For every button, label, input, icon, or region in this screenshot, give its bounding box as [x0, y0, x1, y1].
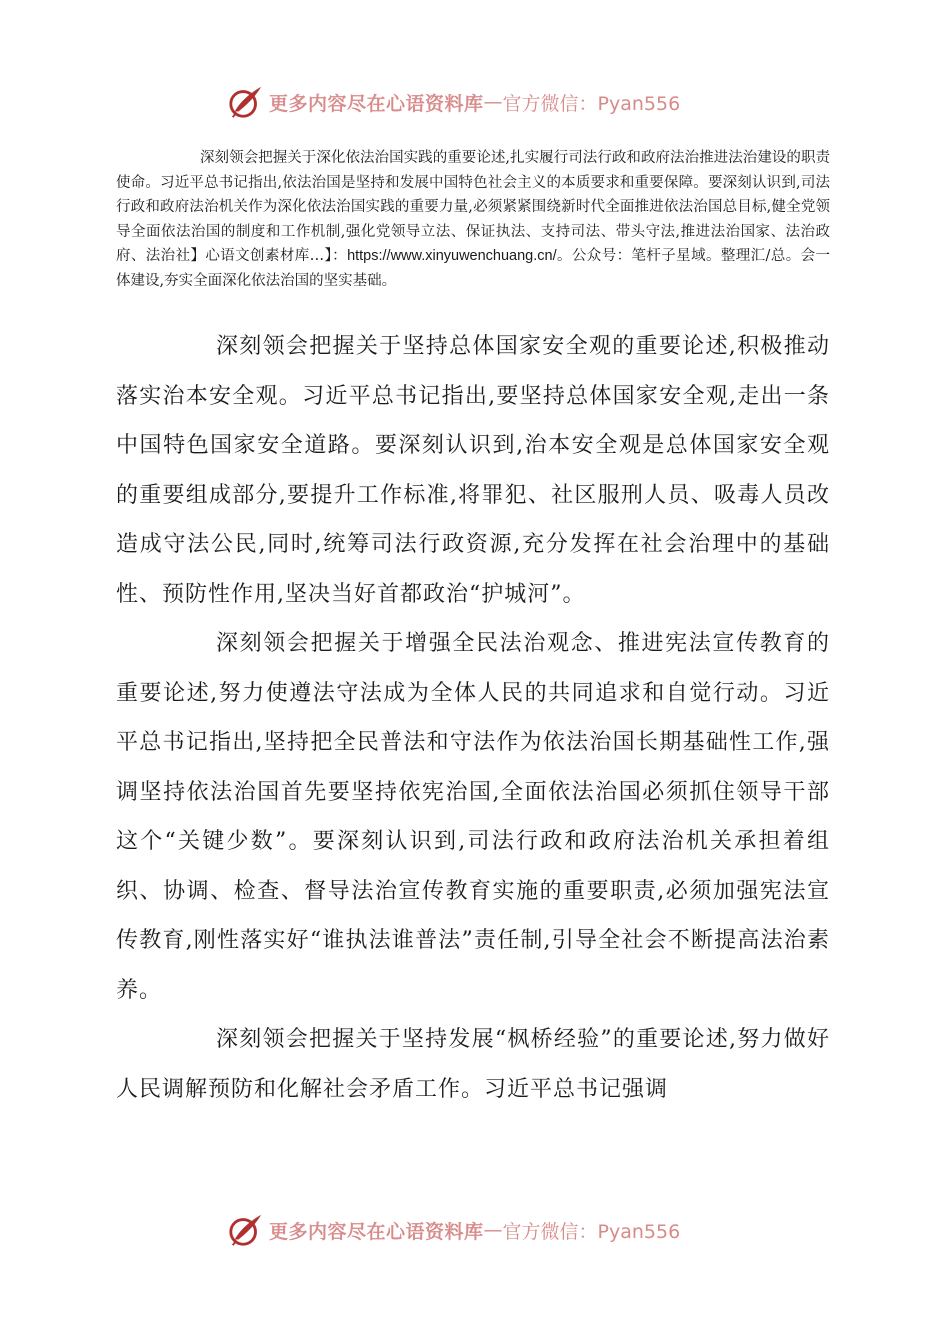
intro-url: https://www.xinyuwenchuang.cn/	[347, 248, 557, 264]
intro-text: 深刻领会把握关于深化依法治国实践的重要论述,扎实履行司法行政和政府法治推进法治建设的职责使命。习近平总书记指出,依法治国是坚持和发展中国特色社会主义的本质要求和重要保障。要深刻认识到,司法行政和政府法治机关作为深化依法治国实践的重要力量,必须紧紧围绕新时代全面推进依法治国总目标,健全党领导全面依法治国的制度和工作机制,强化党领导立法、保证执法、支持司法、带头守法,推进法治国家、法治政府、法治社】心语文创素材库…】：	[116, 150, 830, 264]
footer-banner-dash: —	[483, 1219, 503, 1241]
footer-banner-title: 更多内容尽在心语资料库	[269, 1220, 484, 1243]
footer-banner	[227, 1210, 747, 1250]
banner-dash: —	[483, 91, 503, 113]
intro-text-tail: 。公众号：笔杆子星域。整理汇/总。会一体建设,夯实全面深化依法治国的坚实基础。	[116, 248, 830, 289]
paragraph-rule-of-law-education: 深刻领会把握关于增强全民法治观念、推进宪法宣传教育的重要论述,努力使遵法守法成为全体人民的共同追求和自觉行动。习近平总书记指出,坚持把全民普法和守法作为依法治国长期基础性工作,强调坚持依法治国首先要坚持依宪治国,全面依法治国必须抓住领导干部这个“关键少数”。要深刻认识到,司法行政和政府法治机关承担着组织、协调、检查、督导法治宣传教育实施的重要职责,必须加强宪法宣传教育,刚性落实好“谁执法谁普法”责任制,引导全社会不断提高法治素养。	[116, 631, 830, 1003]
body-text	[116, 322, 830, 1114]
header-banner	[227, 82, 747, 122]
paragraph-fengqiao-experience: 深刻领会把握关于坚持发展“枫桥经验”的重要论述,努力做好人民调解预防和化解社会矛盾工作。习近平总书记强调	[116, 1027, 830, 1102]
quill-circle-icon	[227, 1211, 265, 1249]
banner-title: 更多内容尽在心语资料库	[269, 92, 484, 115]
banner-wechat: 官方微信：Pyan556	[502, 92, 681, 115]
intro-paragraph	[116, 146, 830, 293]
paragraph-national-security: 深刻领会把握关于坚持总体国家安全观的重要论述,积极推动落实治本安全观。习近平总书记指出,要坚持总体国家安全观,走出一条中国特色国家安全道路。要深刻认识到,治本安全观是总体国家安全观的重要组成部分,要提升工作标准,将罪犯、社区服刑人员、吸毒人员改造成守法公民,同时,统筹司法行政资源,充分发挥在社会治理中的基础性、预防性作用,坚决当好首都政治“护城河”。	[116, 334, 830, 607]
footer-banner-wechat: 官方微信：Pyan556	[502, 1220, 681, 1243]
quill-circle-icon	[227, 83, 265, 121]
